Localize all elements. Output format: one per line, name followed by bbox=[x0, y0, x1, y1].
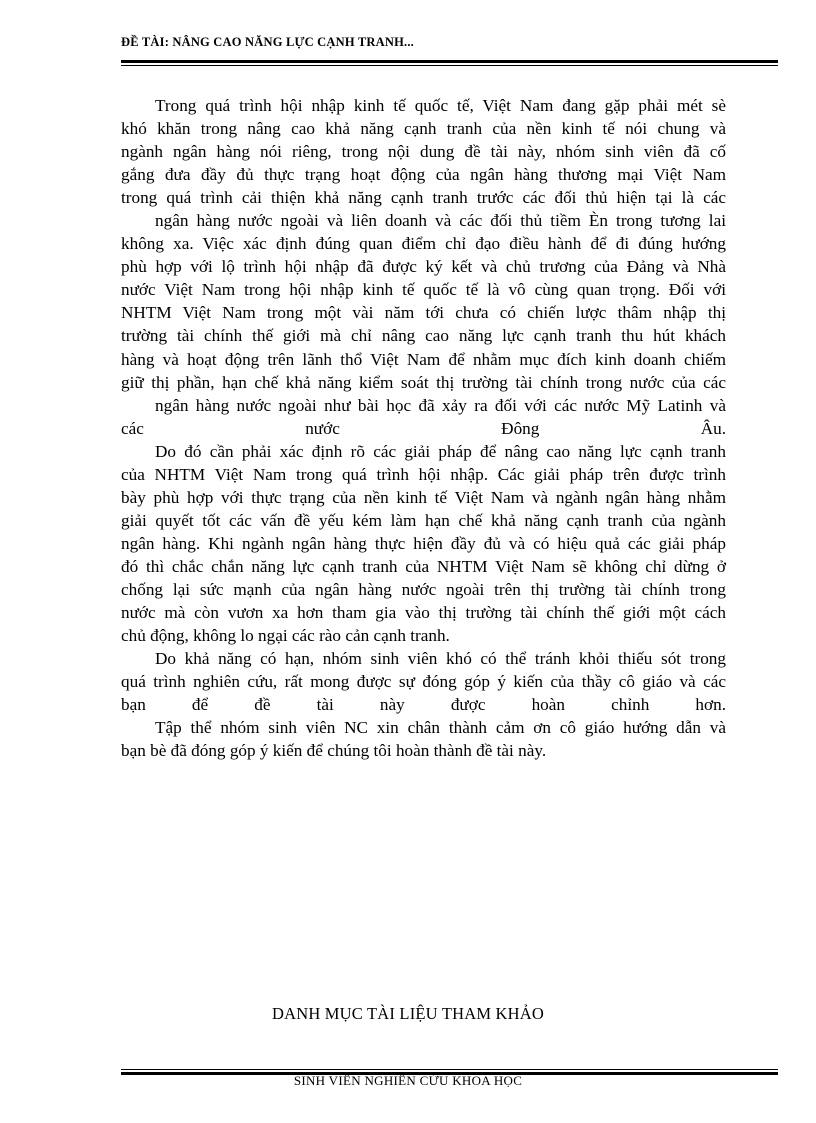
body-line: bày phù hợp với thực trạng của nền kinh tế Việt Nam và ngành ngân hàng nhằm bbox=[121, 487, 726, 507]
body-line: trong quá trình cải thiện khả năng cạnh tranh trước các đối thủ hiện tại là các bbox=[121, 188, 726, 208]
body-line: đó thì chắc chắn năng lực cạnh tranh của NHTM Việt Nam sẽ không chỉ dừng ở bbox=[121, 556, 726, 576]
body-line: hàng và hoạt động trên lãnh thổ Việt Nam để nhằm mục đích kinh doanh chiếm bbox=[121, 349, 726, 369]
body-line: bạn bè đã đóng góp ý kiến để chúng tôi hoàn thành đề tài này. bbox=[121, 741, 547, 761]
page-footer-text: SINH VIÊN NGHIÊN CỨU KHOA HỌC bbox=[293, 1073, 523, 1088]
body-line: trường tài chính thế giới mà chỉ nâng cao năng lực cạnh tranh thu hút khách bbox=[121, 326, 726, 346]
body-line: Do khả năng có hạn, nhóm sinh viên khó có thể tránh khỏi thiếu sót trong bbox=[155, 649, 726, 669]
body-line: ngành ngân hàng nói riêng, trong nội dung đề tài này, nhóm sinh viên đã cố bbox=[121, 142, 726, 162]
body-line: quá trình nghiên cứu, rất mong được sự đóng góp ý kiến của thầy cô giáo và các bbox=[121, 672, 726, 692]
body-line: Do đó cần phải xác định rõ các giải pháp để nâng cao năng lực cạnh tranh bbox=[155, 441, 726, 461]
body-line: nước mà còn vươn xa hơn tham gia vào thị trường tài chính thế giới một cách bbox=[121, 603, 726, 623]
body-text bbox=[121, 94, 726, 762]
body-line: giữ thị phần, hạn chế khả năng kiểm soát thị trường tài chính trong nước của các bbox=[121, 372, 726, 392]
references-heading: DANH MỤC TÀI LIỆU THAM KHẢO bbox=[272, 1004, 544, 1023]
body-line: Trong quá trình hội nhập kinh tế quốc tế, Việt Nam đang gặp phải mét sè bbox=[155, 96, 726, 115]
body-line: chống lại sức mạnh của ngân hàng nước ngoài trên thị trường tài chính trong bbox=[121, 579, 726, 599]
body-line: ngân hàng. Khi ngành ngân hàng thực hiện đầy đủ và có hiệu quả các giải pháp bbox=[121, 533, 726, 553]
body-line: chủ động, không lo ngại các rào cản cạnh tranh. bbox=[121, 626, 450, 646]
body-line: giải quyết tốt các vấn đề yếu kém làm hạn chế khả năng cạnh tranh của ngành bbox=[121, 510, 726, 530]
page-header-title: ĐỀ TÀI: NÂNG CAO NĂNG LỰC CẠNH TRANH... bbox=[121, 35, 414, 49]
body-line: ngân hàng nước ngoài và liên doanh và các đối thủ tiềm Èn trong tương lai bbox=[155, 211, 726, 231]
body-line: bạn để đề tài này được hoàn chỉnh hơn. bbox=[121, 695, 726, 715]
footer-rule-thin bbox=[121, 1069, 778, 1070]
header-rule-thin bbox=[121, 65, 778, 66]
body-line: gắng đưa đầy đủ thực trạng hoạt động của ngân hàng thương mại Việt Nam bbox=[121, 165, 726, 185]
body-line: phù hợp với lộ trình hội nhập đã được ký kết và chủ trương của Đảng và Nhà bbox=[121, 257, 726, 277]
header-rule-thick bbox=[121, 60, 778, 63]
body-line: không xa. Việc xác định đúng quan điểm chỉ đạo điều hành để đi đúng hướng bbox=[121, 234, 726, 254]
body-line: nước Việt Nam trong hội nhập kinh tế quốc tế là vô cùng quan trọng. Đối với bbox=[121, 280, 726, 300]
body-line: ngân hàng nước ngoài như bài học đã xảy ra đối với các nước Mỹ Latinh và bbox=[155, 395, 726, 415]
body-line: khó khăn trong nâng cao khả năng cạnh tranh của nền kinh tế nói chung và bbox=[121, 119, 726, 139]
body-line: của NHTM Việt Nam trong quá trình hội nhập. Các giải pháp trên được trình bbox=[121, 464, 726, 484]
body-line: Tập thể nhóm sinh viên NC xin chân thành cảm ơn cô giáo hướng dẫn và bbox=[155, 718, 726, 738]
body-line: NHTM Việt Nam trong một vài năm tới chưa có chiến lược thâm nhập thị bbox=[121, 303, 726, 323]
body-line: các nước Đông Âu. bbox=[121, 418, 726, 438]
